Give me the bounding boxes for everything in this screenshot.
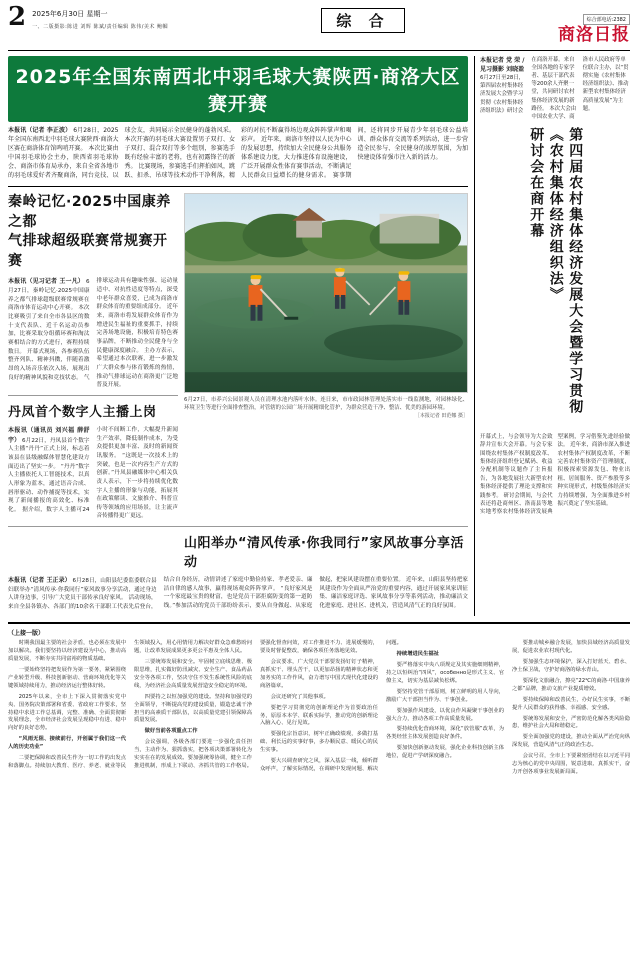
cont-quote-0: “风雨无阻、接续前行，开创属于我们这一代人的历史功业” — [8, 736, 126, 751]
page-body — [8, 56, 630, 616]
cont-p14: 要加强作风建设，以优良作风凝聚干事创业的强大合力，推动各项工作高质量发展。 — [386, 707, 504, 722]
article3-p0: 6月22日，丹凤县首个数字人主播“丹丹”正式上岗，标志着该县在县级融媒体智慧化建设方面迈出了坚实一步。 — [8, 437, 90, 470]
article2-byline: 本报讯（见习记者 王一凡） — [8, 278, 85, 286]
cont-p15: 要持续优化营商环境，深化“放管服”改革，为各类经营主体发展创造良好条件。 — [386, 726, 504, 741]
right-headline-line1: 第四届农村集体经济发展大会暨学习贯彻 — [567, 126, 584, 415]
right-top-block — [480, 56, 630, 121]
divider-2 — [8, 395, 178, 396]
article2-p0: 6月27日，秦岭记忆·2025中国康养之都气排球超级联赛常规赛在商洛市体育运动中心开赛。 — [8, 279, 90, 312]
article3-byline: 本报讯（通讯员 刘兴福 薛舒宇） — [8, 426, 90, 444]
article2-p1: 本次比赛吸引了来自全市各县区的数十支代表队、近千名运动员参加，比赛采取分组循环赛和淘汰赛相结合的方式进行，赛程持续数日。 — [8, 305, 90, 355]
lead-byline: 本报讯（记者 李正波） — [8, 127, 72, 134]
article2-p3: 气排球运动具有趣味性强、运动量适中、对抗性适度等特点，深受中老年群众喜爱，已成为商洛市群众体育的重要组成部分。 — [83, 278, 178, 381]
cont-p16: 要加快创新驱动发展，强化企业科技创新主体地位，促进产学研深度融合。 — [386, 745, 504, 760]
masthead-left — [8, 2, 169, 32]
article4-byline: 本报讯（记者 王正录） — [8, 577, 71, 585]
cont-p9: 要把学习贯彻党的创新理论作为首要政治任务，原原本本学、联系实际学，推动党的创新理论入脑入心、见行见效。 — [260, 704, 378, 727]
right-top-p0: 6月27日至28日，第四届农村集体经济发展大会暨学习贯彻《农村集体经济组织法》研讨会在商洛开幕。来自全国各地的专家学者、基层干部代表等200余人齐聚一堂，共同研讨农村集体经济发展的新路径。 — [480, 57, 575, 114]
article4-p3: 近年来，山阳县坚持把家风建设作为全面从严治党的重要内容，通过开展家风家训征集、廉洁家庭评选、家风故事分享等系列活动，推动廉洁文化进家庭、进社区、进机关，营造风清气正的良好氛围。 — [319, 577, 468, 610]
lead-p0: 6月28日，2025年全国东南西北中羽毛球大赛陕西·商洛大区赛在商洛体育馆鸣哨开赛。 — [8, 127, 119, 152]
cont-p20: 要持续保障和改善民生，办好民生实事，不断提升人民群众的获得感、幸福感、安全感。 — [512, 696, 630, 711]
cont-quote-1: 做好当前各项重点工作 — [144, 728, 198, 735]
left-subcolumn — [8, 193, 178, 521]
photo-credit: ［本报记者 田范娜 摄］ — [414, 413, 468, 420]
lead-p2: 本次开赛的羽毛球大赛设置男子双打、女子双打、混合双打等多个组别，参赛选手既有经验丰富的老将，也有初露锋芒的新秀。 — [124, 136, 235, 170]
article2-p2: 开幕式现场，各参赛队伍整齐列队、精神抖擞，伴随着激昂的入场音乐依次入场，展现出良好的精神风貌和竞技状态。 — [8, 348, 90, 381]
right-body-p0: 开幕式上，与会领导为大会致辞并宣布大会开幕。与会专家围绕农村集体产权制度改革、集体经济组织登记赋码、收益分配机制等议题作了主旨报告，为各地发展壮大新型农村集体经济提供了理论支撑和实践参考。 — [480, 433, 553, 499]
cont-p7: 会议要求，广大党员干部要发扬钉钉子精神，真抓实干、埋头苦干，以更加昂扬的精神状态和更加务实的工作作风，奋力谱写中国式现代化建设的商洛篇章。 — [260, 658, 378, 689]
article2-title-line2: 气排球超级联赛常规赛开赛 — [8, 233, 168, 269]
article4-body — [8, 576, 468, 612]
newspaper-logo: 商洛日报 — [558, 25, 630, 45]
cont-p19: 要深化文旅融合，擦亮“22℃的商洛·中国康养之都”品牌，推动文旅产业提质增效。 — [512, 677, 630, 692]
cont-p5: 四要持之以恒加强党的建设。坚持和加强党的全面领导，不断提高党的建设质量，锻造忠诚干净担当的高素质干部队伍，以高质量党建引领保障高质量发展。 — [134, 693, 252, 724]
photo-column — [184, 193, 468, 521]
article2-body — [8, 277, 178, 390]
right-body-block — [480, 433, 630, 517]
right-vertical-headline — [480, 127, 630, 427]
continuation-section — [8, 622, 630, 958]
mid-section — [8, 193, 468, 521]
cont-quote-2: 持续增进民生福祉 — [396, 650, 439, 657]
lead-p4: 近年来，商洛市坚持以人民为中心的发展思想，持续加大全民健身公共服务体系建设力度，大力推进体育设施建设，广泛开展群众性体育赛事活动，不断满足人民群众日益增长的健身需求。 — [241, 136, 352, 179]
cont-p21: 要统筹发展和安全，严密防范化解各类风险隐患，维护社会大局和谐稳定。 — [512, 715, 630, 730]
cont-p18: 要加强生态环境保护，深入打好蓝天、碧水、净土保卫战，守护好商洛的绿水青山。 — [512, 658, 630, 673]
photo-caption: 6月27日，市养兴公园景观人员在清理水池内落叶水体。连日来，市市政园林管理处落实市一线监测地，对园林绿化、环境卫生等进行全面排查整治，对管辖的公园广场开展精细化管护，为群众营造干净、整洁、优美的游园环境。 — [184, 397, 468, 412]
cont-p11: 要大兴调查研究之风，深入基层一线，倾听群众呼声，了解实际情况，在调研中发现问题、解决问题。 — [260, 640, 402, 773]
right-headline-line3: 研讨会在商开幕 — [528, 126, 545, 239]
masthead-credits: 一、二版摄影:陈进 刘辉 陈斌/责任编辑 陈伟/美术 鲍帼 — [32, 23, 169, 30]
article3-p3: “这既是一次技术上的突破，也是一次内容生产方式的创新。”丹凤县融媒体中心相关负责人表示，下一步将持续优化数字人主播的形象与功能，拓展其在政策解读、文旅推介、科普宣传等领域的应用场景，让主流声音传播得更广更远。 — [96, 452, 178, 520]
cont-p12: 要严格落实中央八项规定及其实施细则精神，持之以恒纠治“四风”，особенно是形式主义、官僚主义，切实为基层减负松绑。 — [386, 661, 504, 684]
main-column — [8, 56, 468, 616]
cont-p3: 二要把保障和改善民生作为一切工作的出发点和落脚点。持续加大教育、医疗、养老、就业等民生领域投入，用心用情用力解决好群众急难愁盼问题，让改革发展成果更多更公平惠及全体人民。 — [8, 640, 252, 770]
section-title: 综 合 — [321, 8, 404, 33]
right-top-p1: 本次大会由中国农业大学、商洛市人民政府等单位联合主办，以“贯彻实施《农村集体经济组织法》、推动新型农村集体经济高质量发展”为主题。 — [531, 57, 629, 120]
cont-p8: 会议还研究了其他事项。 — [270, 693, 329, 700]
article3-body — [8, 426, 178, 521]
section-title-wrap — [168, 8, 558, 33]
lead-p1: 本次比赛由中国羽毛球协会主办，陕西省羽毛球协会、商洛市体育局承办，来自全省各地市的羽毛球爱好者齐聚商洛，同台竞技、以球会友，共同展示全民健身的蓬勃风采。 — [8, 127, 235, 179]
masthead — [8, 2, 630, 51]
article2-p4: 近年来，商洛市将发展群众体育作为增进民生福祉的重要抓手，持续完善场地设施，积极培育特色赛事品牌，不断推动全民健身与全民健康深度融合。 — [96, 304, 178, 354]
cont-p1: 一要始终坚持把发展作为第一要务，紧紧围绕产业转型升级、科技创新驱动、营商环境优化等关键领域持续用力，推动经济运行整体好转。 — [8, 666, 126, 689]
masthead-right — [558, 6, 630, 44]
lead-p5: 赛事期间，还将同步开展青少年羽毛球公益培训、群众体育交流等系列活动，进一步营造全民参与、全民健身的浓厚氛围，为加快建设体育强市注入新的活力。 — [332, 127, 468, 179]
article3-p1: “丹丹”数字人主播依托人工智能技术，以真人形象为蓝本，通过语音合成、唇形驱动、动作捕捉等技术，实现了新闻播报的高效化、标准化。 — [8, 463, 90, 513]
article4-p1: 活动现场，来自全县各镇办、各部门的10余名干部职工代表先后登台，结合自身经历，动情讲述了家庭中勤俭持家、孝老爱亲、廉洁自律的感人故事，赢得现场观众阵阵掌声。 — [8, 577, 313, 611]
cont-p10: 要强化宗旨意识，树牢正确政绩观，多做打基础、利长远的实事好事，多办顺民意、暖民心的民生实事。 — [260, 731, 378, 754]
article4-p0: 6月28日，山阳县纪委监委联合县妇联举办“清风传承·你我同行”家风故事分享活动，通过身边人讲身边事，引导广大党员干部传承良好家风。 — [8, 578, 157, 602]
right-headline-line2: 《农村集体经济组织法》 — [547, 126, 564, 303]
right-body-p1: 研讨会期间，与会代表还将赴商州区、洛南县等地实地考察农村集体经济发展典型案例，学习借鉴先进经验做法。 — [480, 433, 630, 516]
divider-1 — [8, 186, 468, 187]
article4-title: 山阳举办“清风传承·你我同行”家风故事分享活动 — [184, 536, 465, 571]
cont-p6: 会议强调，各级各部门要进一步强化责任担当，主动作为、狠抓落实，把各项决策部署转化为实实在在的发展成效。要加强统筹协调，健全工作推进机制，形成上下联动、齐抓共管的工作格局。要强化督查问效，对工作推进不力、进展缓慢的，要及时督促整改，确保各项任务落地见效。 — [134, 640, 378, 770]
article3-title: 丹凤首个数字人主播上岗 — [8, 404, 157, 420]
right-column — [474, 56, 630, 616]
cont-p23: 会议号召，全市上下要紧密团结在以习近平同志为核心的党中央周围，锐意进取、真抓实干，奋力开创各项事业发展新局面。 — [512, 753, 630, 776]
news-photo — [184, 193, 468, 393]
right-byline: 本报记者 党 荣 / 见习摄影 刘晓盈 — [480, 57, 525, 74]
lead-headline: 2025年全国东南西北中羽毛球大赛陕西·商洛大区赛开赛 — [8, 56, 468, 122]
contact-code: 综合部电话:2382 — [583, 14, 630, 25]
continuation-body — [8, 640, 630, 940]
lead-p3: 比赛现场，参赛选手们挥拍如风，跳跃、扣杀、吊球等技术动作干净利落，精彩的对抗不断赢得场边观众阵阵掌声和喝彩声。 — [124, 127, 352, 179]
divider-3 — [8, 526, 468, 527]
cont-p13: 要坚持党管干部原则，树立鲜明的用人导向，激励广大干部担当作为、干事创业。 — [386, 688, 504, 703]
page-number: 2 — [8, 2, 27, 32]
article2-title-line1: 秦岭记忆·2025中国康养之都 — [8, 194, 171, 230]
article4-p2: “良好家风是一个家庭最宝贵的财富，也是党员干部拒腐防变的第一道防线。”参加活动的党员干部纷纷表示，要从自身做起、从家庭做起，把家风建设摆在重要位置。 — [163, 577, 405, 610]
continuation-label: （上接一版） — [8, 630, 45, 637]
cont-p0: 时期我国最主要的社会矛盾，也必须在发展中加以解决。我们要坚持以经济建设为中心，推动高质量发展，不断夯实共同富裕的物质基础。 — [8, 640, 126, 662]
lead-article-text — [8, 126, 468, 180]
cont-p22: 要全面加强党的建设，推动全面从严治党向纵深发展，营造风清气正的政治生态。 — [512, 734, 630, 749]
article2-title — [8, 193, 178, 271]
right-body-p2: 近年来，商洛市深入推进农村集体产权制度改革，不断完善农村集体资产管理制度，积极探索资源发包、物业出租、居间服务、资产参股等多种实现形式，村级集体经济实力持续增强，为全面推进乡村振兴奠定了坚实基础。 — [557, 442, 630, 507]
cont-p2: 2025年以来，全市上下深入贯彻落实党中央、国务院决策部署和省委、省政府工作要求，坚持稳中求进工作总基调，完整、准确、全面贯彻新发展理念，全市经济社会发展呈现稳中有进、稳中向好的良好态势。 — [8, 693, 126, 732]
cont-p17: 要推动城乡融合发展，加快县域经济高质量发展，促进农业农村现代化。 — [512, 640, 630, 654]
article2-p5: 主办方表示，希望通过本次联赛，进一步激发广大群众参与体育锻炼的热情，推动气排球运动在商洛更广泛地普及开展。 — [96, 347, 178, 389]
cont-p4: 三要统筹发展和安全。牢固树立底线思维、极限思维，扎实做好防汛减灾、安全生产、食品药品安全等各项工作，坚决守住不发生系统性风险的底线，为经济社会高质量发展营造安全稳定的环境。 — [134, 658, 252, 689]
publication-date: 2025年6月30日 星期一 — [32, 10, 108, 18]
article3-p2: 据介绍，数字人主播可24小时不间断工作，大幅提升新闻生产效率，降低制作成本，为受众提供更加丰富、及时的新闻资讯服务。 — [22, 426, 178, 513]
